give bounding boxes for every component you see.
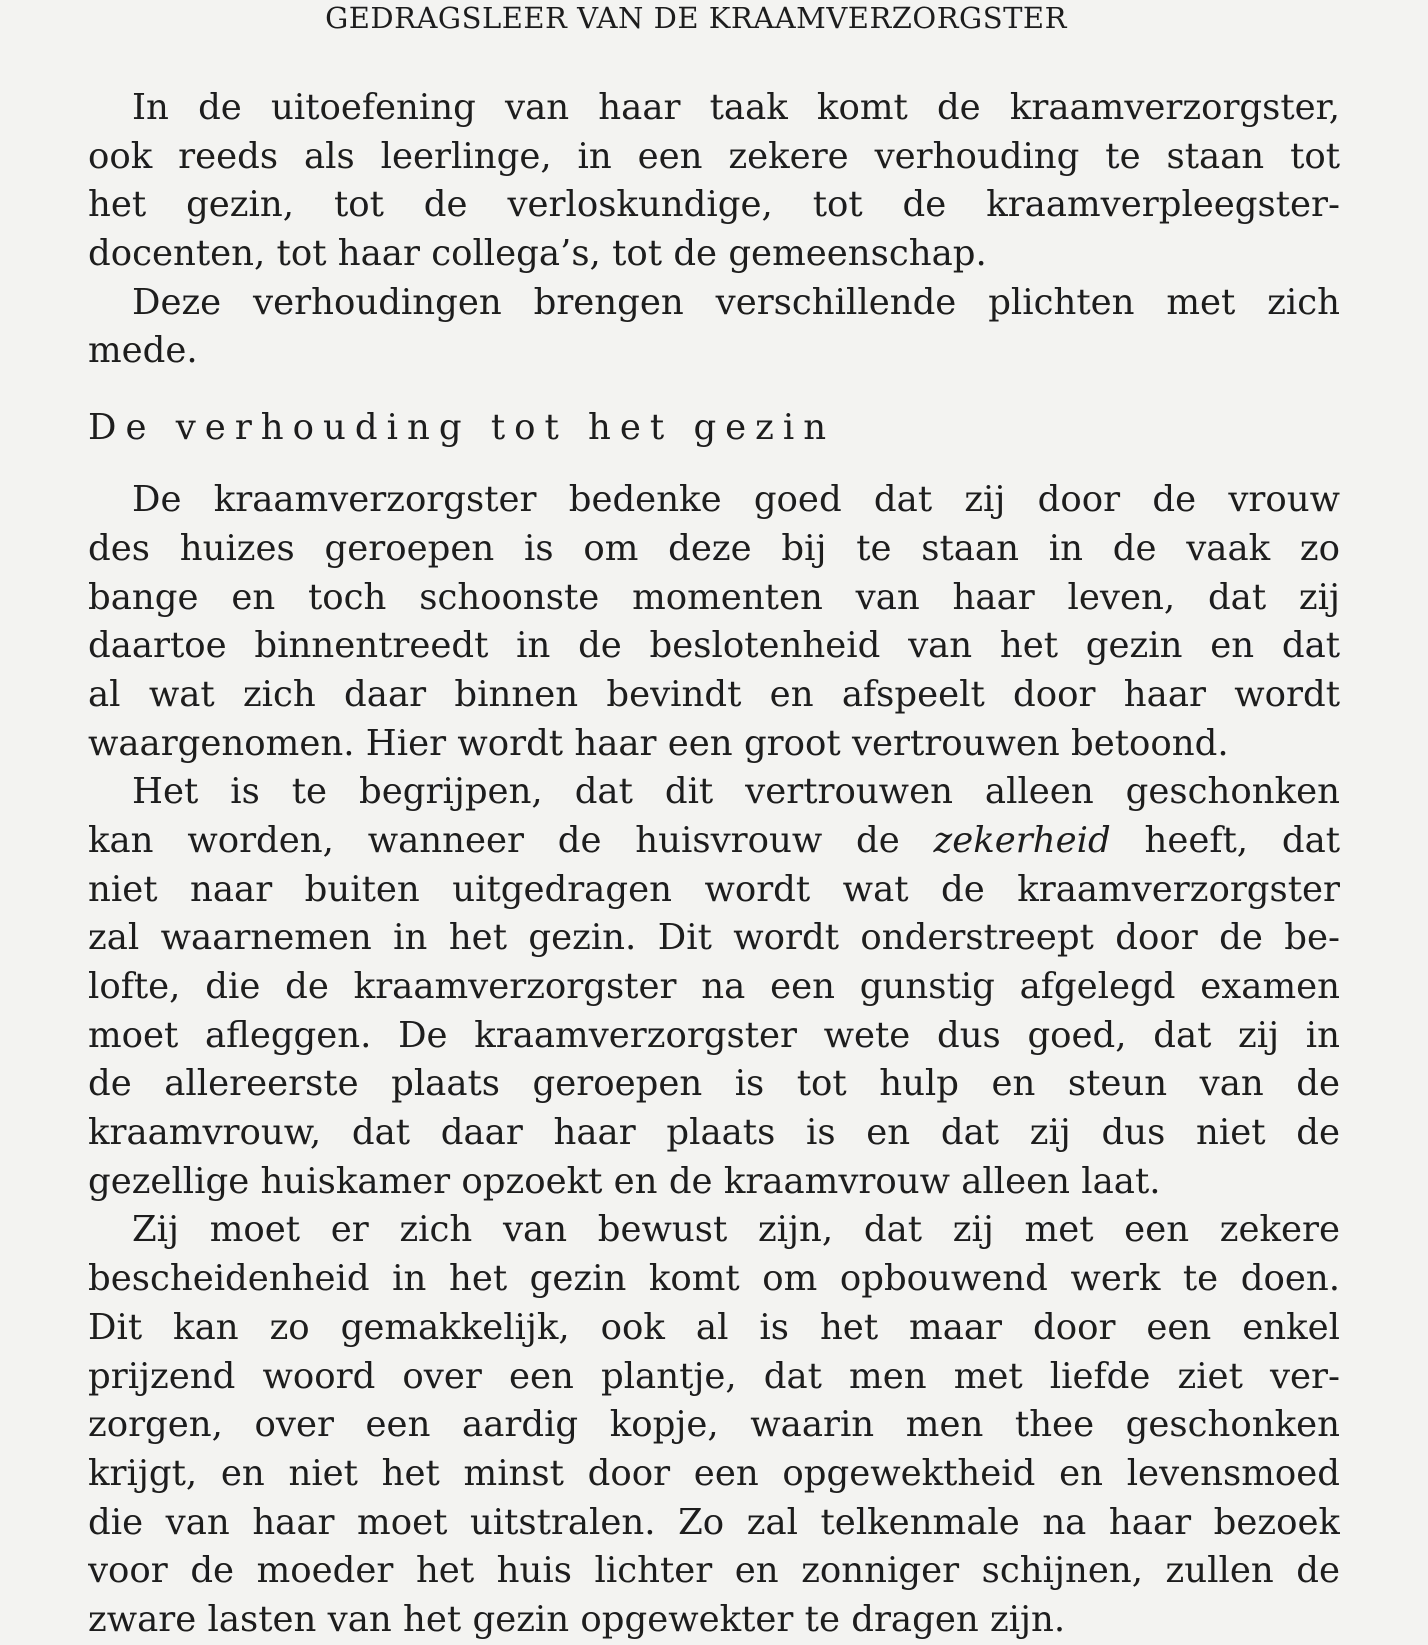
text-line: kraamvrouw, dat daar haar plaats is en dat zij dus niet de	[88, 1112, 1340, 1154]
text-line: Deze verhoudingen brengen verschillende plichten met zich	[132, 281, 1340, 323]
text-line: In de uitoefening van haar taak komt de kraamverzorgster,	[132, 87, 1340, 128]
text-line: moet afleggen. De kraamverzorgster wete dus goed, dat zij in	[88, 1014, 1340, 1056]
text-line: daartoe binnentreedt in de beslotenheid van het gezin en dat	[88, 625, 1340, 667]
section-heading: De verhouding tot het gezin	[88, 407, 836, 449]
text-line: krijgt, en niet het minst door een opgewektheid en levensmoed	[88, 1452, 1340, 1494]
text-line: De kraamverzorgster bedenke goed dat zij door de vrouw	[132, 479, 1340, 521]
text-line: zal waarnemen in het gezin. Dit wordt onderstreept door de be-	[88, 917, 1340, 959]
text-line: ook reeds als leerlinge, in een zekere verhouding te staan tot	[88, 135, 1340, 177]
text-line: mede.	[88, 330, 198, 372]
text-line: niet naar buiten uitgedragen wordt wat de kraamverzorgster	[88, 868, 1340, 910]
text-line	[88, 817, 1340, 866]
text-line: Dit kan zo gemakkelijk, ook al is het maar door een enkel	[88, 1306, 1340, 1348]
text-line: docenten, tot haar collega’s, tot de gemeenschap.	[88, 233, 987, 275]
text-line: de allereerste plaats geroepen is tot hulp en steun van de	[88, 1063, 1340, 1105]
text-line: Zij moet er zich van bewust zijn, dat zij met een zekere	[132, 1209, 1340, 1251]
intro-paragraph-2	[88, 279, 1340, 376]
intro-paragraph-1	[88, 84, 1340, 279]
text-line: zorgen, over een aardig kopje, waarin men thee geschonken	[88, 1404, 1340, 1446]
section-paragraph-3	[88, 1206, 1340, 1644]
text-line: voor de moeder het huis lichter en zonniger schijnen, zullen de	[88, 1550, 1340, 1592]
text-run: heeft, dat	[1110, 819, 1340, 861]
running-head: GEDRAGSLEER VAN DE KRAAMVERZORGSTER	[325, 1, 1067, 35]
text-line: prijzend woord over een plantje, dat men met liefde ziet ver-	[88, 1355, 1340, 1397]
text-line: waargenomen. Hier wordt haar een groot vertrouwen betoond.	[88, 722, 1229, 764]
text-line: die van haar moet uitstralen. Zo zal telkenmale na haar bezoek	[88, 1501, 1340, 1543]
text-line: Het is te begrijpen, dat dit vertrouwen alleen geschonken	[132, 771, 1340, 813]
text-line: bescheidenheid in het gezin komt om opbouwend werk te doen.	[88, 1258, 1340, 1300]
text-line: lofte, die de kraamverzorgster na een gunstig afgelegd examen	[88, 966, 1340, 1007]
text-line: gezellige huiskamer opzoekt en de kraamvrouw alleen laat.	[88, 1160, 1161, 1202]
text-line: zware lasten van het gezin opgewekter te dragen zijn.	[88, 1598, 1066, 1640]
text-line: des huizes geroepen is om deze bij te staan in de vaak zo	[88, 527, 1340, 569]
text-line: het gezin, tot de verloskundige, tot de kraamverpleegster-	[88, 184, 1340, 226]
emphasis-zekerheid: zekerheid	[933, 819, 1111, 861]
text-line: al wat zich daar binnen bevindt en afspeelt door haar wordt	[88, 673, 1340, 715]
text-line: bange en toch schoonste momenten van haar leven, dat zij	[88, 576, 1340, 618]
section-paragraph-2	[88, 768, 1340, 1206]
text-run: kan worden, wanneer de huisvrouw de	[88, 819, 934, 861]
section-paragraph-1	[88, 476, 1340, 768]
